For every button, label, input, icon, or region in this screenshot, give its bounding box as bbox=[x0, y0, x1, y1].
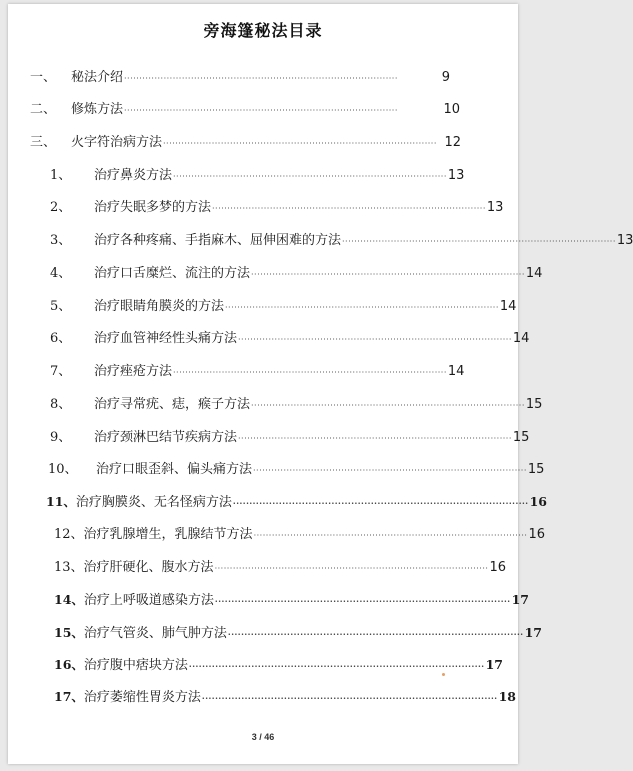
toc-entry[interactable] bbox=[54, 589, 529, 608]
toc-entry-page: 14 bbox=[447, 364, 465, 379]
toc-entry[interactable] bbox=[50, 393, 543, 412]
toc-entry-text: 治疗寻常疣、痣，瘊子方法 bbox=[94, 397, 251, 412]
toc-entry-number: 7、 bbox=[50, 364, 72, 379]
dot-leader: ·························································································· bbox=[342, 237, 616, 246]
dot-leader: ·························································································· bbox=[251, 270, 525, 279]
toc-entry-text: 治疗口舌糜烂、流注的方法 bbox=[94, 266, 251, 281]
toc-entry-number: 5、 bbox=[50, 299, 72, 314]
dot-leader: ·························································································· bbox=[227, 629, 524, 639]
toc-entry[interactable] bbox=[54, 686, 516, 705]
toc-entry-text: 治疗血管神经性头痛方法 bbox=[94, 331, 238, 346]
toc-entry-text: 治疗气管炎、肺气肿方法 bbox=[83, 626, 227, 641]
toc-entry-number: 二、 bbox=[30, 102, 57, 117]
toc-entry-page: 13 bbox=[447, 168, 465, 183]
toc-entry[interactable] bbox=[50, 327, 530, 346]
toc-entry-number: 10、 bbox=[48, 462, 78, 477]
toc-entry[interactable] bbox=[50, 196, 504, 215]
toc-entry[interactable] bbox=[48, 458, 545, 477]
toc-entry-number: 8、 bbox=[50, 397, 72, 412]
toc-entry-page: 10 bbox=[443, 102, 460, 117]
toc-entry[interactable] bbox=[50, 229, 633, 248]
toc-entry-number: 15、 bbox=[54, 625, 84, 640]
document-page bbox=[8, 4, 633, 764]
toc-entry-text: 治疗萎缩性胃炎方法 bbox=[83, 690, 201, 705]
scan-speck bbox=[442, 673, 445, 676]
toc-entry-number: 1、 bbox=[50, 168, 72, 183]
toc-entry[interactable] bbox=[50, 360, 465, 379]
toc-entry-page: 13 bbox=[486, 200, 504, 215]
toc-entry-page: 14 bbox=[512, 331, 530, 346]
dot-leader: ·························································································· bbox=[124, 106, 398, 115]
toc-entry-page: 15 bbox=[527, 462, 545, 477]
toc-entry-text: 秘法介绍 bbox=[71, 70, 124, 85]
toc-entry-number: 14、 bbox=[54, 592, 84, 607]
toc-entry-number: 16、 bbox=[54, 657, 84, 672]
dot-leader: ·························································································· bbox=[173, 368, 447, 377]
toc-entry-text: 修炼方法 bbox=[71, 102, 124, 117]
toc-entry-text: 治疗上呼吸道感染方法 bbox=[83, 593, 214, 608]
dot-leader: ·························································································· bbox=[163, 139, 437, 148]
toc-entry-page: 16 bbox=[529, 494, 547, 509]
toc-entry-page: 15 bbox=[512, 430, 530, 445]
toc-entry-page: 12 bbox=[444, 135, 461, 150]
dot-leader: ·························································································· bbox=[214, 564, 489, 573]
toc-entry[interactable] bbox=[30, 98, 460, 117]
toc-entry-page: 14 bbox=[525, 266, 543, 281]
dot-leader: ·························································································· bbox=[238, 335, 512, 344]
toc-entry-number: 12、 bbox=[54, 527, 84, 542]
toc-entry-page: 18 bbox=[498, 689, 516, 704]
toc-entry-page: 17 bbox=[485, 657, 503, 672]
toc-entry-text: 治疗眼睛角膜炎的方法 bbox=[94, 299, 225, 314]
toc-entry-page: 17 bbox=[511, 592, 529, 607]
dot-leader: ·························································································· bbox=[232, 498, 529, 508]
toc-entry-number: 三、 bbox=[30, 135, 57, 150]
toc-entry-number: 2、 bbox=[50, 200, 72, 215]
toc-entry-text: 治疗痤疮方法 bbox=[94, 364, 173, 379]
dot-leader: ·························································································· bbox=[124, 74, 398, 83]
toc-entry-page: 15 bbox=[525, 397, 543, 412]
table-of-contents bbox=[8, 4, 633, 764]
toc-entry-number: 一、 bbox=[30, 70, 57, 85]
dot-leader: ·························································································· bbox=[238, 434, 512, 443]
dot-leader: ·························································································· bbox=[201, 693, 498, 703]
toc-entry[interactable] bbox=[30, 66, 450, 85]
toc-entry-number: 3、 bbox=[50, 233, 72, 248]
toc-entry[interactable] bbox=[50, 426, 530, 445]
dot-leader: ·························································································· bbox=[225, 303, 499, 312]
toc-entry-text: 治疗各种疼痛、手指麻木、屈伸困难的方法 bbox=[94, 233, 342, 248]
dot-leader: ·························································································· bbox=[251, 401, 525, 410]
toc-entry-number: 9、 bbox=[50, 430, 72, 445]
toc-entry-text: 治疗失眠多梦的方法 bbox=[94, 200, 212, 215]
toc-entry-text: 治疗肝硬化、腹水方法 bbox=[83, 560, 214, 575]
dot-leader: ·························································································· bbox=[253, 466, 527, 475]
toc-entry-number: 17、 bbox=[54, 689, 84, 704]
dot-leader: ·························································································· bbox=[212, 204, 486, 213]
toc-entry[interactable] bbox=[50, 295, 517, 314]
toc-entry-text: 治疗颈淋巴结节疾病方法 bbox=[94, 430, 238, 445]
toc-entry-text: 火字符治病方法 bbox=[71, 135, 163, 150]
dot-leader: ·························································································· bbox=[214, 596, 511, 606]
page-title: 旁海篷秘法目录 bbox=[203, 21, 323, 40]
toc-entry[interactable] bbox=[46, 491, 547, 510]
toc-entry[interactable] bbox=[50, 164, 465, 183]
dot-leader: ·························································································· bbox=[173, 172, 447, 181]
toc-entry-number: 4、 bbox=[50, 266, 72, 281]
toc-entry[interactable] bbox=[54, 654, 503, 673]
page-indicator: 3 / 46 bbox=[251, 732, 275, 742]
toc-entry-page: 9 bbox=[441, 70, 450, 85]
toc-entry-page: 14 bbox=[499, 299, 517, 314]
toc-entry-text: 治疗口眼歪斜、偏头痛方法 bbox=[96, 462, 253, 477]
toc-entry-page: 17 bbox=[524, 625, 542, 640]
dot-leader: ·························································································· bbox=[188, 661, 485, 671]
toc-entry-text: 治疗腹中痞块方法 bbox=[83, 658, 188, 673]
toc-entry-number: 6、 bbox=[50, 331, 72, 346]
toc-entry-page: 16 bbox=[489, 560, 506, 575]
toc-entry-page: 13 bbox=[616, 233, 633, 248]
toc-entry-page: 16 bbox=[528, 527, 545, 542]
toc-entry-number: 11、 bbox=[46, 494, 76, 509]
toc-entry[interactable] bbox=[54, 622, 542, 641]
toc-entry-text: 治疗鼻炎方法 bbox=[94, 168, 173, 183]
toc-entry-number: 13、 bbox=[54, 560, 84, 575]
toc-entry[interactable] bbox=[30, 131, 461, 150]
toc-entry-text: 治疗胸膜炎、无名怪病方法 bbox=[75, 495, 232, 510]
toc-entry-text: 治疗乳腺增生，乳腺结节方法 bbox=[83, 527, 253, 542]
toc-entry[interactable] bbox=[54, 556, 506, 575]
toc-entry[interactable] bbox=[50, 262, 543, 281]
dot-leader: ·························································································· bbox=[253, 531, 528, 540]
toc-entry[interactable] bbox=[54, 523, 545, 542]
